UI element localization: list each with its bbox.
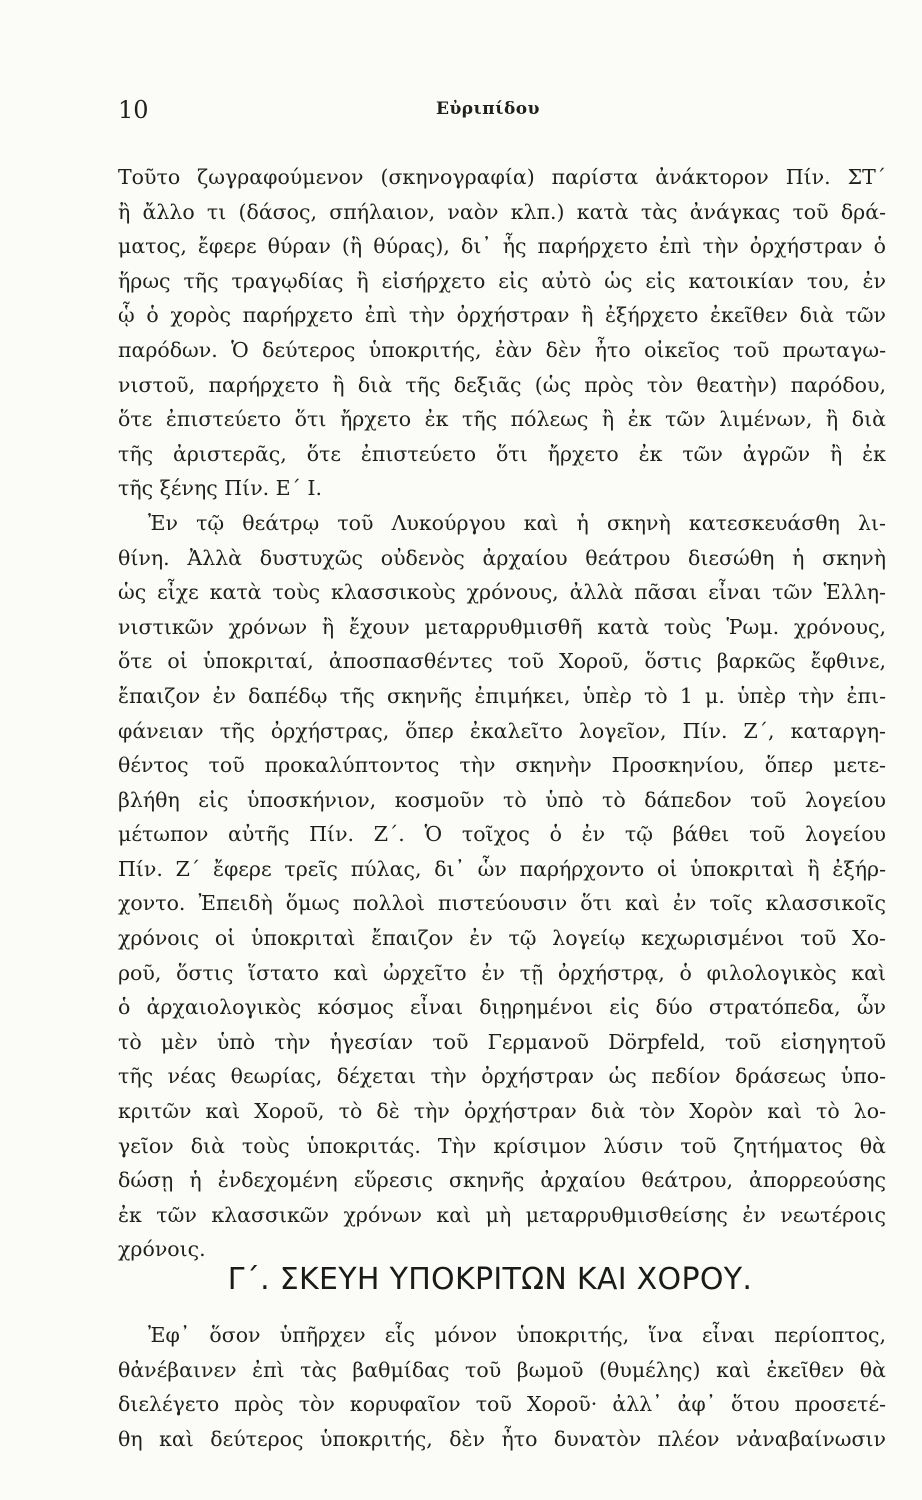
text-line: θίνη. Ἀλλὰ δυστυχῶς οὐδενὸς ἀρχαίου θεάτρου διεσώθη ἡ σκηνὴ <box>118 545 886 570</box>
text-line: χοντο. Ἐπειδὴ ὅμως πολλοὶ πιστεύουσιν ὅτι καὶ ἐν τοῖς κλασσικοῖς <box>118 891 886 916</box>
text-line: νιστικῶν χρόνων ἢ ἔχουν μεταρρυθμισθῆ κατὰ τοὺς Ῥωμ. χρόνους, <box>118 614 886 639</box>
text-line: ματος, ἔφερε θύραν (ἢ θύρας), δι᾽ ἧς παρήρχετο ἐπὶ τὴν ὀρχήστραν ὁ <box>118 234 886 259</box>
text-line: μέτωπον αὐτῆς Πίν. Ζ΄. Ὁ τοῖχος ὁ ἐν τῷ βάθει τοῦ λογείου <box>118 822 886 847</box>
text-line: τῆς νέας θεωρίας, δέχεται τὴν ὀρχήστραν ὡς πεδίον δράσεως ὑπο- <box>118 1064 886 1089</box>
text-line: ὅτε ἐπιστεύετο ὅτι ἤρχετο ἐκ τῆς πόλεως ἢ ἐκ τῶν λιμένων, ἢ διὰ <box>118 407 886 432</box>
running-head <box>118 96 838 136</box>
text-line: ὁ ἀρχαιολογικὸς κόσμος εἶναι διῃρημένοι εἰς δύο στρατόπεδα, ὧν <box>118 995 886 1020</box>
text-line: θἀνέβαινεν ἐπὶ τὰς βαθμίδας τοῦ βωμοῦ (θυμέλης) καὶ ἐκεῖθεν θὰ <box>118 1357 886 1382</box>
text-line: νιστοῦ, παρήρχετο ἢ διὰ τῆς δεξιᾶς (ὡς πρὸς τὸν θεατὴν) παρόδου, <box>118 372 886 397</box>
text-line: ἔπαιζον ἐν δαπέδῳ τῆς σκηνῆς ἐπιμήκει, ὑπὲρ τὸ 1 μ. ὑπὲρ τὴν ἐπι- <box>118 683 886 708</box>
page-number: 10 <box>118 96 149 124</box>
body-text-after-heading <box>118 1318 886 1456</box>
text-line: τὸ μὲν ὑπὸ τὴν ἡγεσίαν τοῦ Γερμανοῦ Dörpfeld, τοῦ εἰσηγητοῦ <box>118 1029 886 1054</box>
text-line: ὡς εἶχε κατὰ τοὺς κλασσικοὺς χρόνους, ἀλλὰ πᾶσαι εἶναι τῶν Ἑλλη- <box>118 580 886 605</box>
text-line: τῆς ξένης Πίν. Ε΄ Ι. <box>118 476 323 501</box>
text-line: ροῦ, ὅστις ἵστατο καὶ ὠρχεῖτο ἐν τῇ ὀρχήστρᾳ, ὁ φιλολογικὸς καὶ <box>118 960 886 985</box>
text-line: κριτῶν καὶ Χοροῦ, τὸ δὲ τὴν ὀρχήστραν διὰ τὸν Χορὸν καὶ τὸ λο- <box>118 1099 886 1124</box>
text-line: χρόνοις. <box>118 1237 206 1262</box>
running-title: Εὐριπίδου <box>436 99 540 119</box>
text-line: ὅτε οἱ ὑποκριταί, ἀποσπασθέντες τοῦ Χοροῦ, ὅστις βαρκῶς ἔφθινε, <box>118 649 886 674</box>
body-text <box>118 160 886 1267</box>
text-line: βλήθη εἰς ὑποσκήνιον, κοσμοῦν τὸ ὑπὸ τὸ δάπεδον τοῦ λογείου <box>118 787 886 812</box>
paragraph-3 <box>118 1318 886 1456</box>
text-line: Τοῦτο ζωγραφούμενον (σκηνογραφία) παρίστα ἀνάκτορον Πίν. ΣΤ΄ <box>118 165 886 189</box>
text-line: διελέγετο πρὸς τὸν κορυφαῖον τοῦ Χοροῦ· ἀλλ᾽ ἀφ᾽ ὅτου προσετέ- <box>118 1392 886 1417</box>
text-line: θέντος τοῦ προκαλύπτοντος τὴν σκηνὴν Προσκηνίου, ὅπερ μετε- <box>118 753 886 778</box>
text-line: ἐκ τῶν κλασσικῶν χρόνων καὶ μὴ μεταρρυθμισθείσης ἐν νεωτέροις <box>118 1202 886 1227</box>
text-line: φάνειαν τῆς ὀρχήστρας, ὅπερ ἐκαλεῖτο λογεῖον, Πίν. Ζ΄, καταργη- <box>118 718 886 743</box>
text-line: Πίν. Ζ΄ ἔφερε τρεῖς πύλας, δι᾽ ὧν παρήρχοντο οἱ ὑποκριταὶ ἢ ἐξήρ- <box>118 856 886 881</box>
text-line: ᾧ ὁ χορὸς παρήρχετο ἐπὶ τὴν ὀρχήστραν ἢ ἐξήρχετο ἐκεῖθεν διὰ τῶν <box>118 303 886 328</box>
paragraph-2 <box>118 506 886 1267</box>
text-line: παρόδων. Ὁ δεύτερος ὑποκριτής, ἐὰν δὲν ἦτο οἰκεῖος τοῦ πρωταγω- <box>118 337 886 362</box>
text-line: Ἐφ᾽ ὅσον ὑπῆρχεν εἷς μόνον ὑποκριτής, ἵνα εἶναι περίοπτος, <box>148 1323 886 1347</box>
text-line: γεῖον διὰ τοὺς ὑποκριτάς. Τὴν κρίσιμον λύσιν τοῦ ζητήματος θὰ <box>118 1133 886 1158</box>
text-line: ἢ ἄλλο τι (δάσος, σπήλαιον, ναὸν κλπ.) κατὰ τὰς ἀνάγκας τοῦ δρά- <box>118 199 886 224</box>
text-line: χρόνοις οἱ ὑποκριταὶ ἔπαιζον ἐν τῷ λογείῳ κεχωρισμένοι τοῦ Χο- <box>118 926 886 951</box>
paragraph-1 <box>118 160 886 506</box>
text-line: ἥρως τῆς τραγῳδίας ἢ εἰσήρχετο εἰς αὐτὸ ὡς εἰς κατοικίαν του, ἐν <box>118 268 886 293</box>
section-heading: Γ΄. ΣΚΕΥΗ ΥΠΟΚΡΙΤΩΝ ΚΑΙ ΧΟΡΟΥ. <box>227 1262 753 1297</box>
text-line: δώσῃ ἡ ἐνδεχομένη εὕρεσις σκηνῆς ἀρχαίου θεάτρου, ἀπορρεούσης <box>118 1168 886 1193</box>
text-line: θη καὶ δεύτερος ὑποκριτής, δὲν ἦτο δυνατὸν πλέον νἀναβαίνωσιν <box>118 1426 886 1451</box>
text-line: τῆς ἀριστερᾶς, ὅτε ἐπιστεύετο ὅτι ἤρχετο ἐκ τῶν ἀγρῶν ἢ ἐκ <box>118 441 886 466</box>
text-line: Ἐν τῷ θεάτρῳ τοῦ Λυκούργου καὶ ἡ σκηνὴ κατεσκευάσθη λι- <box>148 510 886 535</box>
